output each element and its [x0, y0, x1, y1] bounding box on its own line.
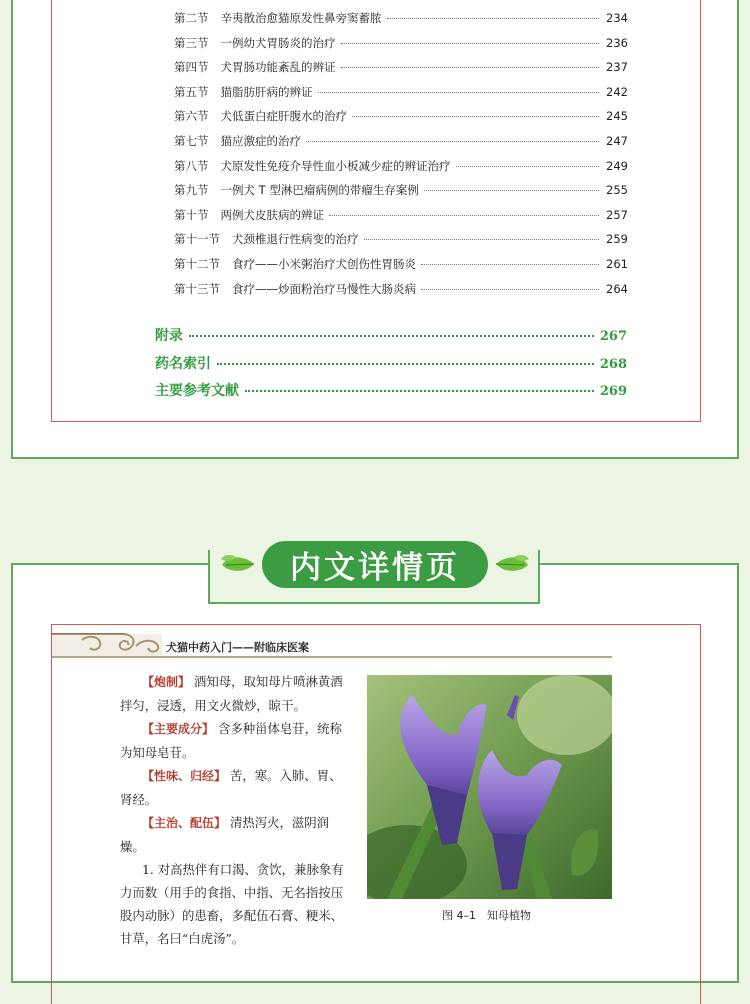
toc-section-label: 第十三节 [174, 281, 220, 296]
toc-appendix-title: 附录 [155, 328, 183, 344]
toc-page-number: 259 [606, 232, 628, 247]
toc-section-label: 第二节 [174, 11, 209, 25]
leaf-right-icon [494, 553, 530, 575]
book-running-title: 犬猫中药入门——附临床医案 [166, 641, 309, 654]
toc-section-title: 犬颈椎退行性病变的治疗 [232, 232, 359, 247]
toc-page-number: 242 [606, 84, 628, 99]
toc-entry[interactable] [174, 35, 628, 53]
toc-section-label: 第十二节 [174, 257, 220, 271]
leaf-left-icon [220, 553, 256, 575]
herb-field-tag: 【主治、配伍】 [142, 816, 227, 830]
toc-leader-dots [306, 141, 599, 142]
toc-page-number: 257 [606, 207, 628, 222]
herb-paragraph [120, 764, 352, 811]
herb-paragraph [120, 858, 352, 950]
toc-entry[interactable] [174, 256, 628, 274]
herb-field-tag: 【性味、归经】 [142, 769, 227, 783]
toc-section-title: 食疗——小米粥治疗犬创伤性胃肠炎 [232, 257, 416, 271]
herb-field-text: 酒知母，取知母片喷淋黄酒拌匀，浸透，用文火微炒，晾干。 [120, 674, 343, 713]
toc-entry[interactable] [174, 182, 628, 200]
toc-section-title: 一例幼犬胃肠炎的治疗 [220, 35, 336, 50]
toc-leader-dots [424, 190, 599, 191]
toc-entry[interactable] [174, 59, 628, 77]
toc-entry[interactable] [174, 281, 628, 299]
toc-page-number: 249 [606, 158, 628, 173]
toc-section-label: 第十一节 [174, 232, 220, 247]
toc-appendix-title: 主要参考文献 [155, 383, 239, 399]
toc-leader-dots [189, 335, 594, 337]
figure-caption: 图 4–1 知母植物 [442, 909, 531, 922]
herb-field-tag: 【主要成分】 [142, 722, 215, 736]
toc-section-label: 第三节 [174, 35, 209, 50]
toc-section-title: 猫应激症的治疗 [220, 134, 301, 148]
toc-leader-dots [364, 239, 600, 240]
toc-page-number: 234 [606, 11, 628, 25]
toc-leader-dots [456, 166, 600, 167]
herb-field-text: 苦，寒。入肺、胃、肾经。 [120, 768, 342, 807]
toc-section-label: 第八节 [174, 158, 209, 173]
toc-leader-dots [387, 18, 600, 19]
toc-section-title: 食疗——炒面粉治疗马慢性大肠炎病 [232, 281, 416, 296]
toc-section-title: 两例犬皮肤病的辨证 [220, 207, 324, 222]
herb-field-text: 1. 对高热伴有口渴、贪饮，兼脉象有力而数（用手的食指、中指、无名指按压股内动脉）的患畜，多配伍石膏、粳米、甘草，名曰“白虎汤”。 [120, 862, 344, 946]
toc-entry[interactable] [174, 108, 628, 126]
toc-entry[interactable] [174, 231, 628, 249]
herb-field-text: 含多种甾体皂苷，统称为知母皂苷。 [120, 721, 342, 760]
toc-page-number: 264 [606, 281, 628, 296]
herb-field-tag: 【炮制】 [142, 675, 191, 689]
herb-field-text: 清热泻火，滋阴润燥。 [120, 815, 330, 854]
toc-section-label: 第四节 [174, 60, 209, 75]
toc-section-label: 第七节 [174, 134, 209, 148]
toc-section-label: 第十节 [174, 207, 209, 222]
toc-page-number: 267 [599, 329, 627, 344]
toc-section-title: 猫脂肪肝病的辨证 [220, 84, 313, 99]
toc-leader-dots [318, 92, 600, 93]
gentian-flower-photo [367, 675, 612, 899]
toc-appendix-entry[interactable] [155, 325, 627, 345]
toc-page-number: 261 [606, 257, 628, 271]
toc-page-number: 269 [599, 384, 627, 399]
toc-page-number: 247 [606, 134, 628, 148]
toc-section-label: 第九节 [174, 183, 209, 198]
toc-entry[interactable] [174, 10, 628, 28]
toc-section-title: 一例犬 T 型淋巴瘤病例的带瘤生存案例 [220, 183, 419, 198]
herb-paragraph [120, 811, 352, 858]
herb-paragraph [120, 717, 352, 764]
toc-page-number: 245 [606, 109, 628, 124]
toc-leader-dots [421, 264, 599, 265]
herb-paragraph [120, 670, 352, 717]
toc-page-number: 268 [599, 356, 627, 372]
header-rule [52, 656, 612, 658]
toc-appendix-entry[interactable] [155, 380, 627, 400]
herb-description [120, 670, 352, 950]
toc-page-number: 237 [606, 60, 628, 75]
toc-leader-dots [341, 43, 600, 44]
toc-entry[interactable] [174, 207, 628, 225]
toc-page-number: 255 [606, 183, 628, 198]
toc-leader-dots [341, 67, 600, 68]
page-header-ornament [52, 632, 612, 658]
toc-entry[interactable] [174, 84, 628, 102]
toc-leader-dots [245, 390, 594, 392]
section-banner: 内文详情页 [262, 541, 488, 588]
toc-leader-dots [329, 215, 599, 216]
toc-section-title: 犬低蛋白症肝腹水的治疗 [220, 109, 347, 124]
toc-section-title: 犬原发性免疫介导性血小板减少症的辨证治疗 [220, 158, 451, 173]
toc-page-number: 236 [606, 35, 628, 50]
toc-section-title: 犬胃肠功能紊乱的辨证 [220, 60, 336, 75]
toc-appendix-entry[interactable] [155, 353, 627, 373]
toc-entry[interactable] [174, 133, 628, 151]
toc-section-label: 第五节 [174, 84, 209, 99]
toc-entry[interactable] [174, 158, 628, 176]
toc-leader-dots [421, 289, 599, 290]
toc-section-title: 辛夷散治愈猫原发性鼻旁窦蓄脓 [220, 11, 382, 25]
toc-leader-dots [352, 116, 599, 117]
toc-leader-dots [217, 363, 594, 365]
toc-section-label: 第六节 [174, 109, 209, 124]
toc-appendix-title: 药名索引 [155, 355, 211, 372]
